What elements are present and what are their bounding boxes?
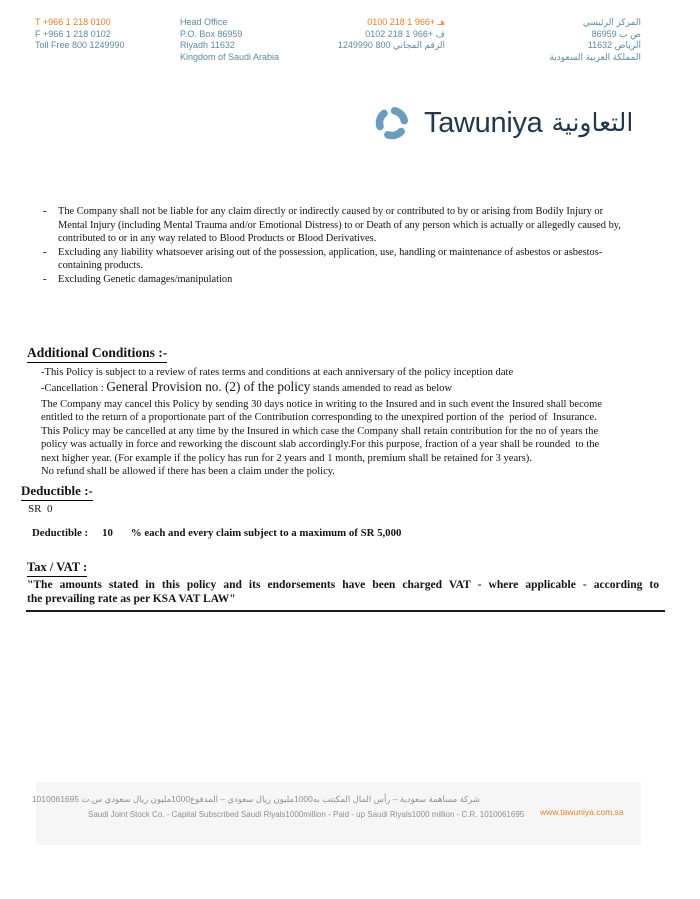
tollfree-line: Toll Free 800 1249990 bbox=[35, 40, 125, 50]
po-box-line-ar: ص ب 86959 bbox=[591, 28, 641, 39]
fax-line-ar: ف +966 1 218 0102 bbox=[365, 28, 445, 39]
section-divider bbox=[26, 610, 665, 612]
company-registration-en: Saudi Joint Stock Co. - Capital Subscribed Saudi Riyals1000million - Paid - up Saudi Riyals1000 million - C.R. 1010061695 bbox=[88, 810, 525, 819]
head-office-label: Head Office bbox=[180, 17, 228, 27]
bullet-dash-icon: - bbox=[43, 246, 47, 258]
country-line: Kingdom of Saudi Arabia bbox=[180, 51, 280, 62]
fax-line: F +966 1 218 0102 bbox=[35, 28, 111, 39]
vat-statement-line1: "The amounts stated in this policy and its endorsements have been charged VAT - where applicable - according to bbox=[27, 579, 659, 591]
review-clause: -This Policy is subject to a review of rates terms and conditions at each anniversary of the policy inception date bbox=[41, 367, 514, 378]
phone-line-ar: هـ +966 1 218 0100 bbox=[367, 17, 445, 27]
cancellation-emphasis: General Provision no. (2) of the policy bbox=[106, 379, 311, 395]
cancellation-prefix: -Cancellation : bbox=[41, 383, 107, 395]
bullet-text: Excluding any liability whatsoever arising out of the possession, application, use, handling or maintenance of asbestos or asbestos- containing products. bbox=[58, 246, 603, 272]
country-line-ar: المملكة العربية السعودية bbox=[549, 51, 641, 62]
website-link: www.tawuniya.com.sa bbox=[540, 807, 624, 817]
logo-wordmark-ar: التعاونية bbox=[551, 109, 634, 137]
tax-vat-heading: Tax / VAT : bbox=[27, 560, 87, 577]
phone-line: T +966 1 218 0100 bbox=[35, 17, 111, 27]
bullet-dash-icon: - bbox=[43, 206, 47, 217]
deductible-detail bbox=[32, 527, 401, 539]
deductible-heading: Deductible :- bbox=[21, 483, 93, 501]
letterhead-contact-ar bbox=[338, 17, 445, 52]
cancellation-paragraph: The Company may cancel this Policy by sending 30 days notice in writing to the Insured and in such event the Insured shall become entitled to the return of a proportionate part of the Contribution corresponding to the unexpired portion of the period of Insurance. This Policy may be cancelled at any time by the Insured in which case the Company shall retain contribution for the no of years the policy was actually in force and reworking the discount slab accordingly.For this purpose, fraction of a year shall be rounded to the next higher year. (For example if the policy has run for 2 years and 1 month, premium shall be retained for 3 years). No refund shall be allowed if there has been a claim under the policy. bbox=[41, 398, 603, 477]
company-registration-ar: شركة مساهمة سعودية – رأس المال المكتتب به1000مليون ريال سعودي – المدفوع1000مليون ريال سعودي س.ت 1010061695 bbox=[31, 794, 480, 804]
logo-wordmark-en: Tawuniya bbox=[424, 106, 543, 139]
exclusions-list bbox=[43, 205, 621, 287]
cancellation-suffix: stands amended to read as below bbox=[310, 383, 453, 395]
vat-statement-line2: the prevailing rate as per KSA VAT LAW" bbox=[27, 593, 236, 606]
additional-conditions-heading: Additional Conditions :- bbox=[27, 345, 167, 363]
deductible-percentage: 10 bbox=[102, 527, 113, 539]
tawuniya-logo bbox=[373, 104, 633, 142]
city-line: Riyadh 11632 bbox=[180, 40, 235, 50]
po-box-line: P.O. Box 86959 bbox=[180, 28, 243, 39]
vat-statement bbox=[27, 578, 659, 607]
additional-conditions-body bbox=[41, 366, 602, 478]
bullet-text: The Company shall not be liable for any claim directly or indirectly caused by or contributed to by or arising from Bodily Injury or Mental Injury (including Mental Trauma and/or Emotional Distress) to or Death of any person which is actually or allegedly caused by, contributed to or in any way related to Blood Products or Blood Derivatives. bbox=[58, 206, 621, 245]
letterhead-office-ar bbox=[549, 17, 641, 63]
head-office-label-ar: المركز الرئيسي bbox=[582, 17, 641, 27]
deductible-description: % each and every claim subject to a maximum of SR 5,000 bbox=[130, 527, 402, 539]
bullet-dash-icon: - bbox=[43, 273, 47, 285]
letterhead-contact-en bbox=[35, 17, 125, 52]
tawuniya-ring-icon bbox=[373, 104, 411, 142]
deductible-label: Deductible : bbox=[32, 527, 89, 539]
bullet-text: Excluding Genetic damages/manipulation bbox=[58, 273, 233, 285]
letterhead-office-en bbox=[180, 17, 279, 63]
list-item bbox=[43, 273, 621, 287]
list-item bbox=[43, 205, 621, 246]
list-item bbox=[43, 246, 621, 273]
tollfree-line-ar: الرقم المجاني 800 1249990 bbox=[337, 40, 445, 50]
footer-company-info bbox=[31, 792, 525, 822]
deductible-amount: SR 0 bbox=[28, 503, 53, 515]
city-line-ar: الرياض 11632 bbox=[587, 40, 641, 50]
cancellation-clause bbox=[41, 379, 602, 398]
